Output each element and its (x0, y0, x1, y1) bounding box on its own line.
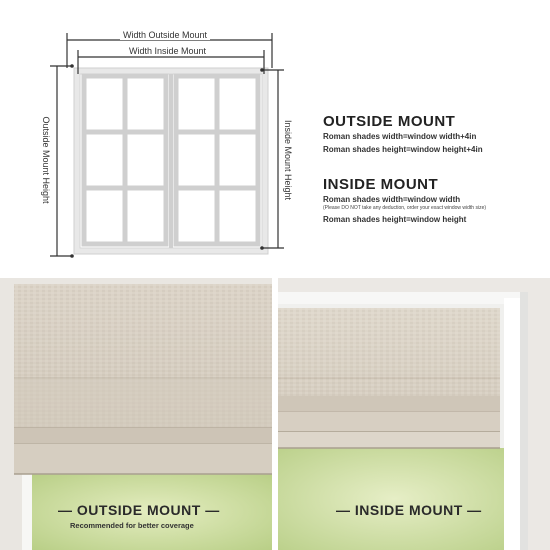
outside-mount-caption: — OUTSIDE MOUNT — (58, 502, 220, 518)
outside-width-rule: Roman shades width=window width+4in (323, 132, 477, 141)
outside-mount-photo (0, 278, 272, 550)
outside-mount-title: OUTSIDE MOUNT (323, 113, 456, 130)
inside-height-label: Inside Mount Height (283, 119, 293, 201)
inside-width-rule: Roman shades width=window width (323, 195, 461, 204)
outside-height-label: Outside Mount Height (41, 116, 51, 204)
inside-mount-caption-text: INSIDE MOUNT (354, 502, 463, 518)
outside-mount-subcaption: Recommended for better coverage (70, 521, 194, 530)
inside-mount-title: INSIDE MOUNT (323, 176, 439, 193)
outside-mount-caption-text: OUTSIDE MOUNT (76, 502, 201, 518)
outside-height-rule: Roman shades height=window height+4in (323, 145, 483, 154)
width-inside-label: Width Inside Mount (126, 46, 209, 56)
inside-height-rule: Roman shades height=window height (323, 215, 467, 224)
inside-mount-caption: — INSIDE MOUNT — (336, 502, 482, 518)
inside-width-note: (Please DO NOT take any deduction, order your exact window width size) (323, 205, 487, 211)
inside-mount-photo (278, 278, 550, 550)
width-outside-label: Width Outside Mount (120, 30, 210, 40)
